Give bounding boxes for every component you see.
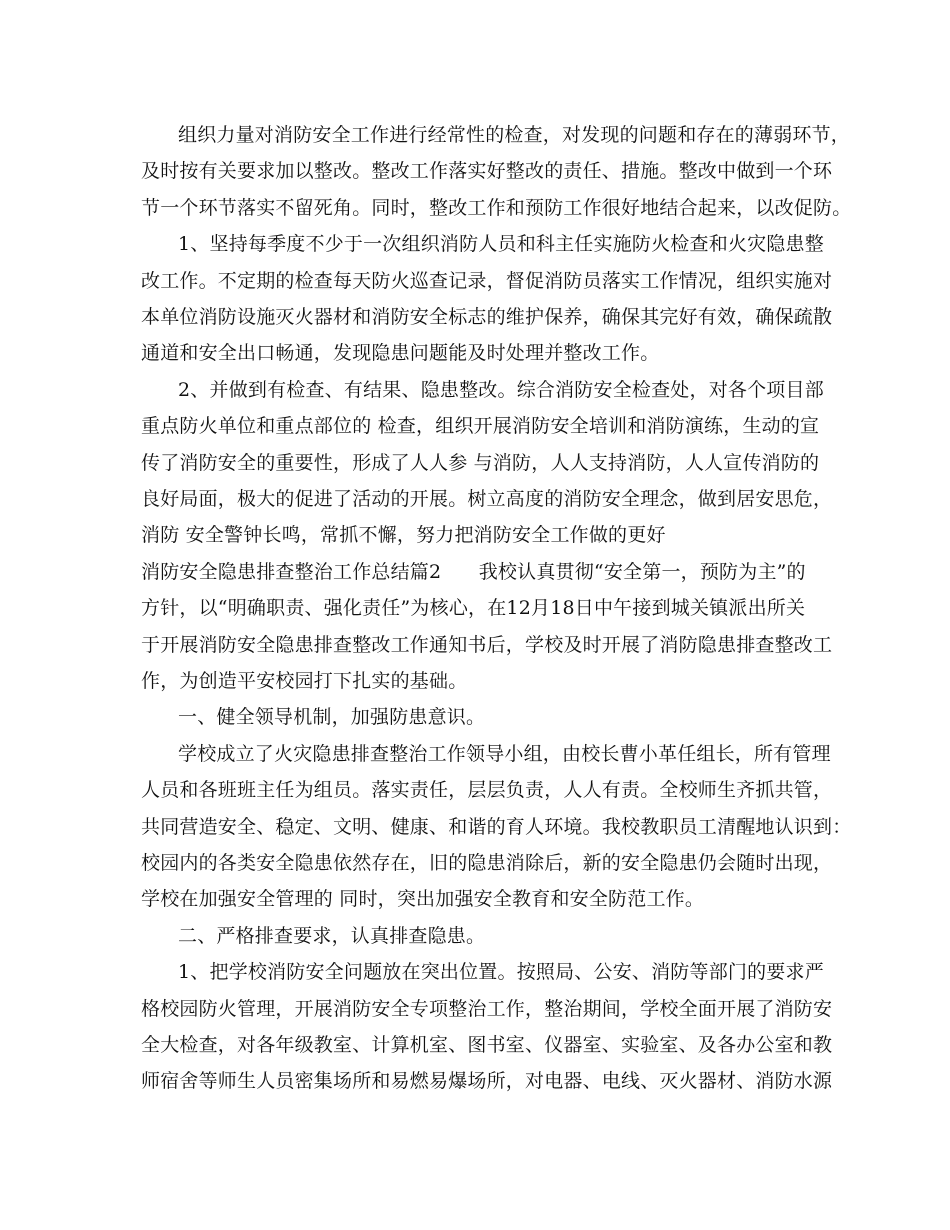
text-line: 消防 安全警钟长鸣，常抓不懈，努力把消防安全工作做的更好 bbox=[141, 524, 666, 547]
text-line: 节一个环节落实不留死角。同时，整改工作和预防工作很好地结合起来，以改促防。 bbox=[141, 196, 852, 219]
text-line: 及时按有关要求加以整改。整改工作落实好整改的责任、措施。整改中做到一个环 bbox=[141, 160, 833, 183]
text-line: 1、把学校消防安全问题放在突出位置。按照局、公安、消防等部门的要求严 bbox=[178, 961, 824, 984]
text-line: 2、并做到有检查、有结果、隐患整改。综合消防安全检查处，对各个项目部 bbox=[178, 378, 824, 401]
text-line: 本单位消防设施灭火器材和消防安全标志的维护保养，确保其完好有效，确保疏散 bbox=[141, 306, 833, 328]
text-line: 学校成立了火灾隐患排查整治工作领导小组，由校长曹小革任组长，所有管理 bbox=[178, 742, 831, 765]
text-line: 改工作。不定期的检查每天防火巡查记录，督促消防员落实工作情况，组织实施对 bbox=[141, 269, 833, 292]
text-line: 格校园防火管理，开展消防安全专项整治工作，整治期间，学校全面开展了消防安 bbox=[141, 997, 833, 1020]
text-line: 校园内的各类安全隐患依然存在，旧的隐患消除后，新的安全隐患仍会随时出现， bbox=[141, 852, 833, 874]
text-line: 于开展消防安全隐患排查整改工作通知书后，学校及时开展了消防隐患排查整改工 bbox=[141, 633, 833, 656]
text-line: 通道和安全出口畅通，发现隐患问题能及时处理并整改工作。 bbox=[141, 342, 660, 365]
text-line: 方针，以“明确职责、强化责任”为核心，在12月18日中午接到城关镇派出所关 bbox=[141, 597, 806, 620]
text-line: 共同营造安全、稳定、文明、健康、和谐的育人环境。我校教职员工清醒地认识到： bbox=[141, 815, 852, 838]
text-line: 师宿舍等师生人员密集场所和易燃易爆场所，对电器、电线、灭火器材、消防水源 bbox=[141, 1070, 833, 1093]
text-line: 1、坚持每季度不少于一次组织消防人员和科主任实施防火检查和火灾隐患整 bbox=[178, 233, 824, 256]
text-line: 传了消防安全的重要性，形成了人人参 与消防，人人支持消防，人人宣传消防的 bbox=[141, 451, 820, 474]
text-line: 全大检查，对各年级教室、计算机室、图书室、仪器室、实验室、及各办公室和教 bbox=[141, 1034, 833, 1056]
text-line: 二、严格排查要求，认真排查隐患。 bbox=[178, 924, 486, 947]
text-line: 作，为创造平安校园打下扎实的基础。 bbox=[141, 670, 468, 692]
text-line: 消防安全隐患排查整治工作总结篇2 我校认真贯彻“安全第一，预防为主”的 bbox=[141, 560, 806, 583]
text-line: 重点防火单位和重点部位的 检查，组织开展消防安全培训和消防演练，生动的宣 bbox=[141, 415, 820, 438]
text-line: 一、健全领导机制，加强防患意识。 bbox=[178, 706, 486, 729]
text-line: 人员和各班班主任为组员。落实责任，层层负责，人人有责。全校师生齐抓共管， bbox=[141, 779, 833, 802]
text-line: 组织力量对消防安全工作进行经常性的检查，对发现的问题和存在的薄弱环节， bbox=[178, 124, 851, 146]
text-line: 良好局面，极大的促进了活动的开展。树立高度的消防安全理念，做到居安思危， bbox=[141, 488, 833, 510]
text-line: 学校在加强安全管理的 同时，突出加强安全教育和安全防范工作。 bbox=[141, 888, 705, 911]
